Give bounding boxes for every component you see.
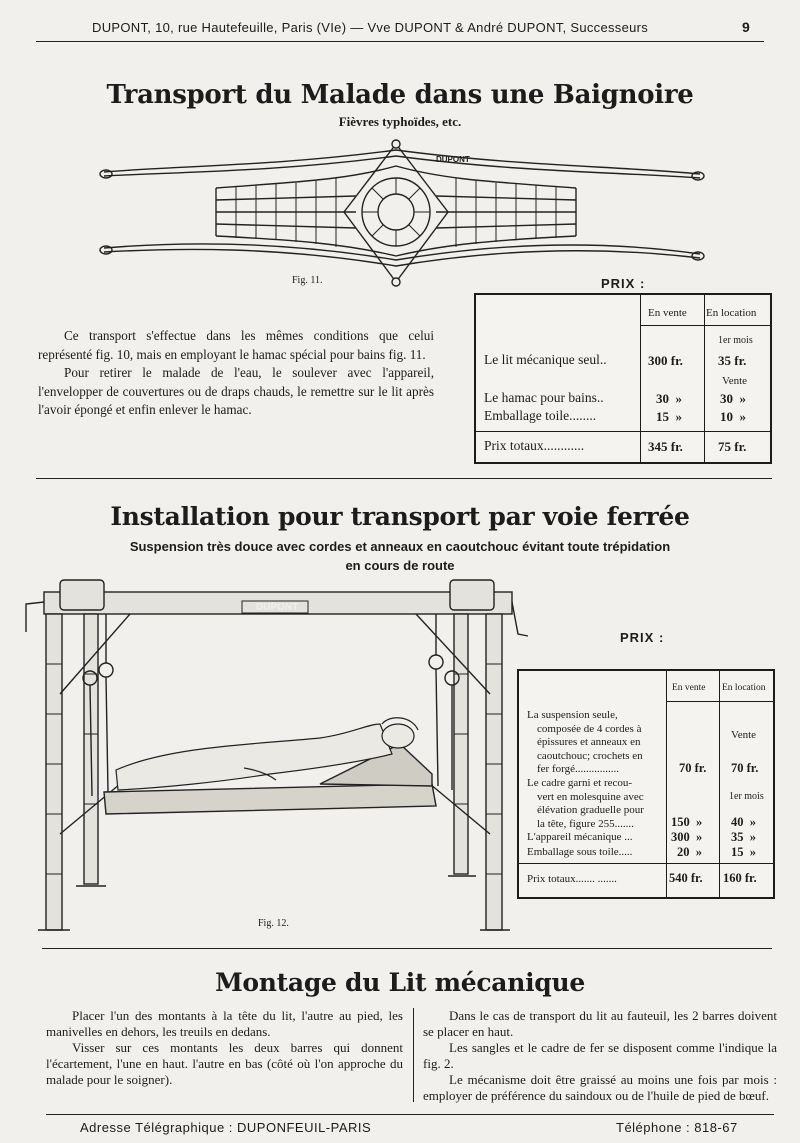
t2-note-vente: Vente	[731, 729, 757, 741]
section2-prix-label: PRIX :	[620, 630, 665, 645]
page-number: 9	[742, 19, 750, 35]
t1-row3-vente: 15 »	[656, 409, 682, 424]
t1-row2-location: 30 »	[720, 391, 746, 406]
section-divider-2	[42, 948, 772, 949]
t1-row1-location: 35 fr.	[718, 353, 747, 368]
price-table-1	[474, 293, 772, 464]
footer-rule	[46, 1114, 774, 1115]
t2-note-location: 1er mois	[729, 791, 764, 802]
t1-col-vente: En vente	[648, 307, 687, 319]
section2-subtitle	[0, 537, 800, 575]
section3-left-p2: Visser sur ces montants les deux barres qui donnent l'écartement, l'une en haut. l'autre en bas (côté où l'on approche du malade pour le soigner).	[46, 1040, 403, 1087]
t2-row4-label: Emballage sous toile.....	[527, 846, 633, 858]
section3-title: Montage du Lit mécanique	[215, 968, 585, 997]
t2-row1-label: La suspension seule, composée de 4 cordes à épissures et anneaux en caoutchouc; crochets en fer forgé................	[527, 709, 643, 775]
t1-col-location: En location	[706, 307, 757, 319]
t1-row1-label: Le lit mécanique seul..	[484, 352, 607, 367]
t1-row2-label: Le hamac pour bains..	[484, 390, 604, 405]
header-rule	[36, 41, 764, 42]
t2-total-location: 160 fr.	[723, 871, 757, 885]
t1-total-location: 75 fr.	[718, 439, 747, 454]
t2-total-vente: 540 fr.	[669, 871, 703, 885]
price-table-2	[517, 669, 775, 899]
t1-note-vente: Vente	[722, 375, 748, 387]
t2-row4-location: 15 »	[731, 845, 756, 859]
t2-row3-location: 35 »	[731, 830, 756, 844]
t1-row3-label: Emballage toile........	[484, 408, 597, 423]
frame-brand-label: DUPONT	[256, 602, 299, 613]
bath-hammock-illustration	[96, 136, 708, 288]
railway-suspension-illustration	[20, 574, 530, 940]
telephone-number: Téléphone : 818-67	[616, 1120, 738, 1135]
section2-subtitle-line2: en cours de route	[345, 558, 455, 573]
t2-col-vente: En vente	[672, 683, 706, 693]
section2-title: Installation pour transport par voie ferrée	[110, 502, 690, 531]
section3-right-p3: Le mécanisme doit être graissé au moins une fois par mois : employer de préférence du saindoux ou de l'huile de pied de bœuf.	[423, 1072, 777, 1103]
fig11-caption: Fig. 11.	[292, 275, 323, 286]
t1-note-location: 1er mois	[718, 335, 753, 346]
running-header: DUPONT, 10, rue Hautefeuille, Paris (VIe) — Vve DUPONT & André DUPONT, Successeurs	[92, 20, 649, 35]
section3-right-column	[423, 1008, 777, 1104]
section1-paragraph1: Ce transport s'effectue dans les mêmes conditions que celui représenté fig. 10, mais en employant le hamac spécial pour bains fig. 11.	[38, 328, 434, 362]
t2-row2-location: 40 »	[731, 815, 756, 829]
fig12-caption: Fig. 12.	[258, 918, 289, 929]
section1-paragraph2: Pour retirer le malade de l'eau, le soulever avec l'appareil, l'envelopper de couvertures ou de draps chauds, le remettre sur le lit après l'avoir épongé et enfin enlever le hamac.	[38, 365, 434, 417]
section3-left-column	[46, 1008, 403, 1088]
t2-row3-vente: 300 »	[671, 830, 703, 844]
t2-row4-vente: 20 »	[677, 845, 702, 859]
t2-row1-location: 70 fr.	[731, 761, 759, 775]
hammock-brand-label: DUPONT	[436, 155, 470, 164]
section3-right-p2: Les sangles et le cadre de fer se disposent comme l'indique la fig. 2.	[423, 1040, 777, 1071]
section3-right-p1: Dans le cas de transport du lit au fauteuil, les 2 barres doivent se placer en haut.	[423, 1008, 777, 1039]
section3-left-p1: Placer l'un des montants à la tête du lit, l'autre au pied, les manivelles en dehors, les treuils en dedans.	[46, 1008, 403, 1039]
section1-text	[38, 327, 434, 420]
section1-subtitle: Fièvres typhoïdes, etc.	[338, 114, 462, 129]
section1-prix-label: PRIX :	[601, 276, 646, 291]
t2-row2-label: Le cadre garni et recou- vert en molesquine avec élévation graduelle pour la tête, figure 255.......	[527, 777, 644, 830]
t1-row3-location: 10 »	[720, 409, 746, 424]
t1-total-vente: 345 fr.	[648, 439, 683, 454]
t1-total-label: Prix totaux............	[484, 438, 585, 453]
t2-col-location: En location	[722, 683, 766, 693]
t2-row1-vente: 70 fr.	[679, 761, 707, 775]
t2-total-label: Prix totaux....... .......	[527, 873, 617, 885]
t2-row3-label: L'appareil mécanique ...	[527, 831, 633, 843]
t1-row1-vente: 300 fr.	[648, 353, 683, 368]
section1-title: Transport du Malade dans une Baignoire	[106, 80, 694, 110]
t2-row2-vente: 150 »	[671, 815, 703, 829]
section-divider-1	[36, 478, 772, 479]
column-divider	[413, 1008, 414, 1102]
telegraph-address: Adresse Télégraphique : DUPONFEUIL-PARIS	[80, 1120, 372, 1135]
t1-row2-vente: 30 »	[656, 391, 682, 406]
section2-subtitle-line1: Suspension très douce avec cordes et anneaux en caoutchouc évitant toute trépidation	[129, 539, 671, 554]
